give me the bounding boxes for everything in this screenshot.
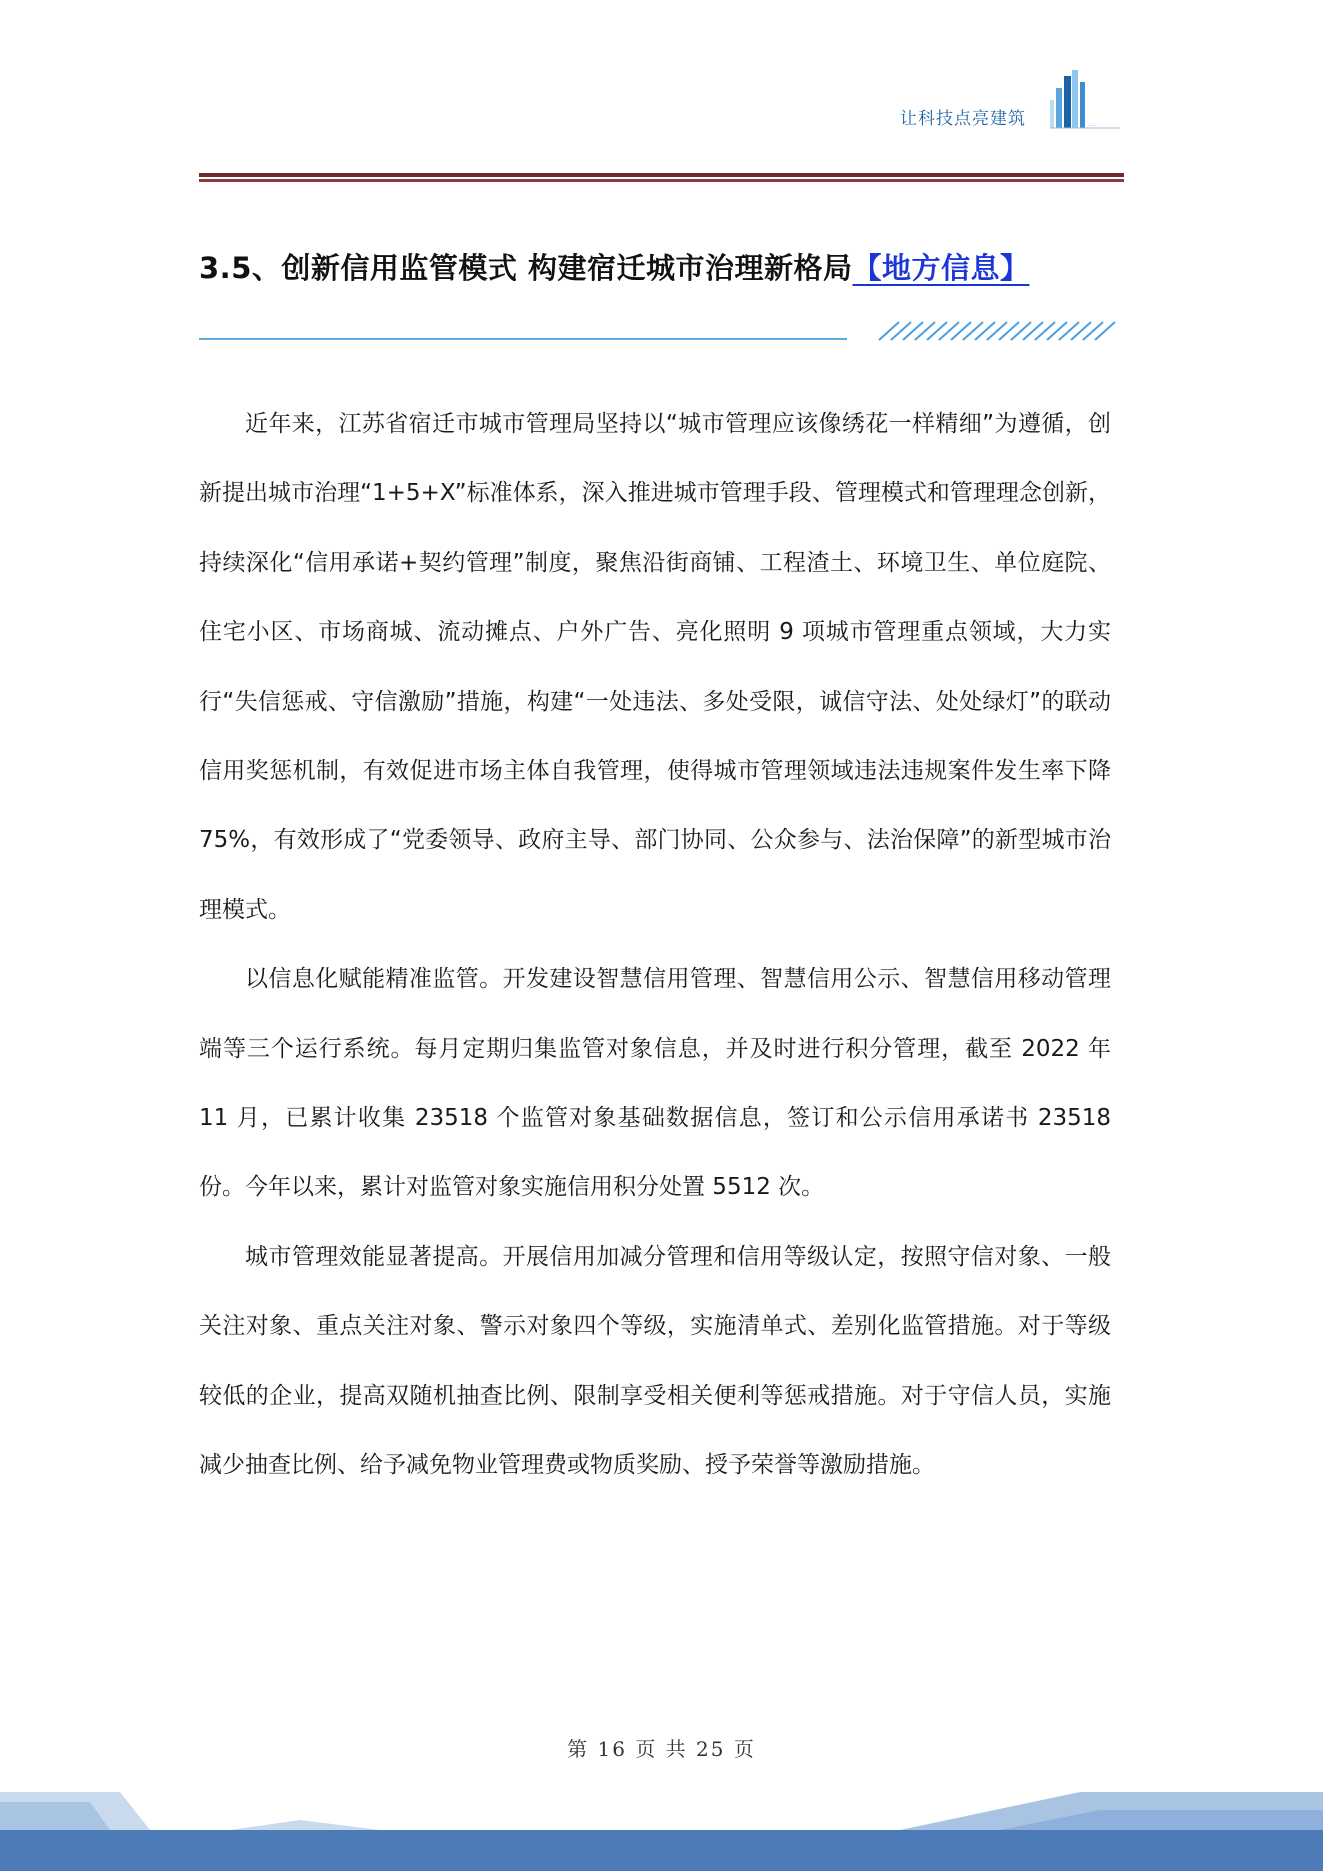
paragraph: 以信息化赋能精准监管。开发建设智慧信用管理、智慧信用公示、智慧信用移动管理端等三个运行系统。每月定期归集监管对象信息，并及时进行积分管理，截至 2022 年 11 月，已累计收集 23518 个监管对象基础数据信息，签订和公示信用承诺书 23518 份。今年以来，累计对监管对象实施信用积分处置 5512 次。 (199, 966, 1111, 1201)
header-divider (199, 173, 1124, 183)
article-body (199, 390, 1111, 1501)
section-tag-link[interactable]: 【地方信息】 (852, 251, 1030, 285)
svg-text:⋯: ⋯ (1088, 121, 1096, 130)
title-underline-decoration (199, 312, 1129, 342)
brand-text: 让科技点亮建筑 (900, 109, 1026, 129)
paragraph: 近年来，江苏省宿迁市城市管理局坚持以“城市管理应该像绣花一样精细”为遵循，创新提出城市治理“1+5+X”标准体系，深入推进城市管理手段、管理模式和管理理念创新，持续深化“信用承诺+契约管理”制度，聚焦沿街商铺、工程渣土、环境卫生、单位庭院、住宅小区、市场商城、流动摊点、户外广告、亮化照明 9 项城市管理重点领域，大力实行“失信惩戒、守信激励”措施，构建“一处违法、多处受限，诚信守法、处处绿灯”的联动信用奖惩机制，有效促进市场主体自我管理，使得城市管理领域违法违规案件发生率下降 75%，有效形成了“党委领导、政府主导、部门协同、公众参与、法治保障”的新型城市治理模式。 (199, 411, 1111, 923)
section-title (199, 246, 1139, 287)
paragraph: 城市管理效能显著提高。开展信用加减分管理和信用等级认定，按照守信对象、一般关注对象、重点关注对象、警示对象四个等级，实施清单式、差别化监管措施。对于等级较低的企业，提高双随机抽查比例、限制享受相关便利等惩戒措施。对于守信人员，实施减少抽查比例、给予减免物业管理费或物质奖励、授予荣誉等激励措施。 (199, 1243, 1111, 1479)
section-title-text: 3.5、创新信用监管模式 构建宿迁城市治理新格局 (199, 251, 853, 285)
footer-skyline-decoration (0, 1780, 1323, 1871)
header-brand (900, 70, 1130, 130)
building-logo-icon (1050, 70, 1120, 130)
page-number: 第 16 页 共 25 页 (567, 1737, 756, 1761)
